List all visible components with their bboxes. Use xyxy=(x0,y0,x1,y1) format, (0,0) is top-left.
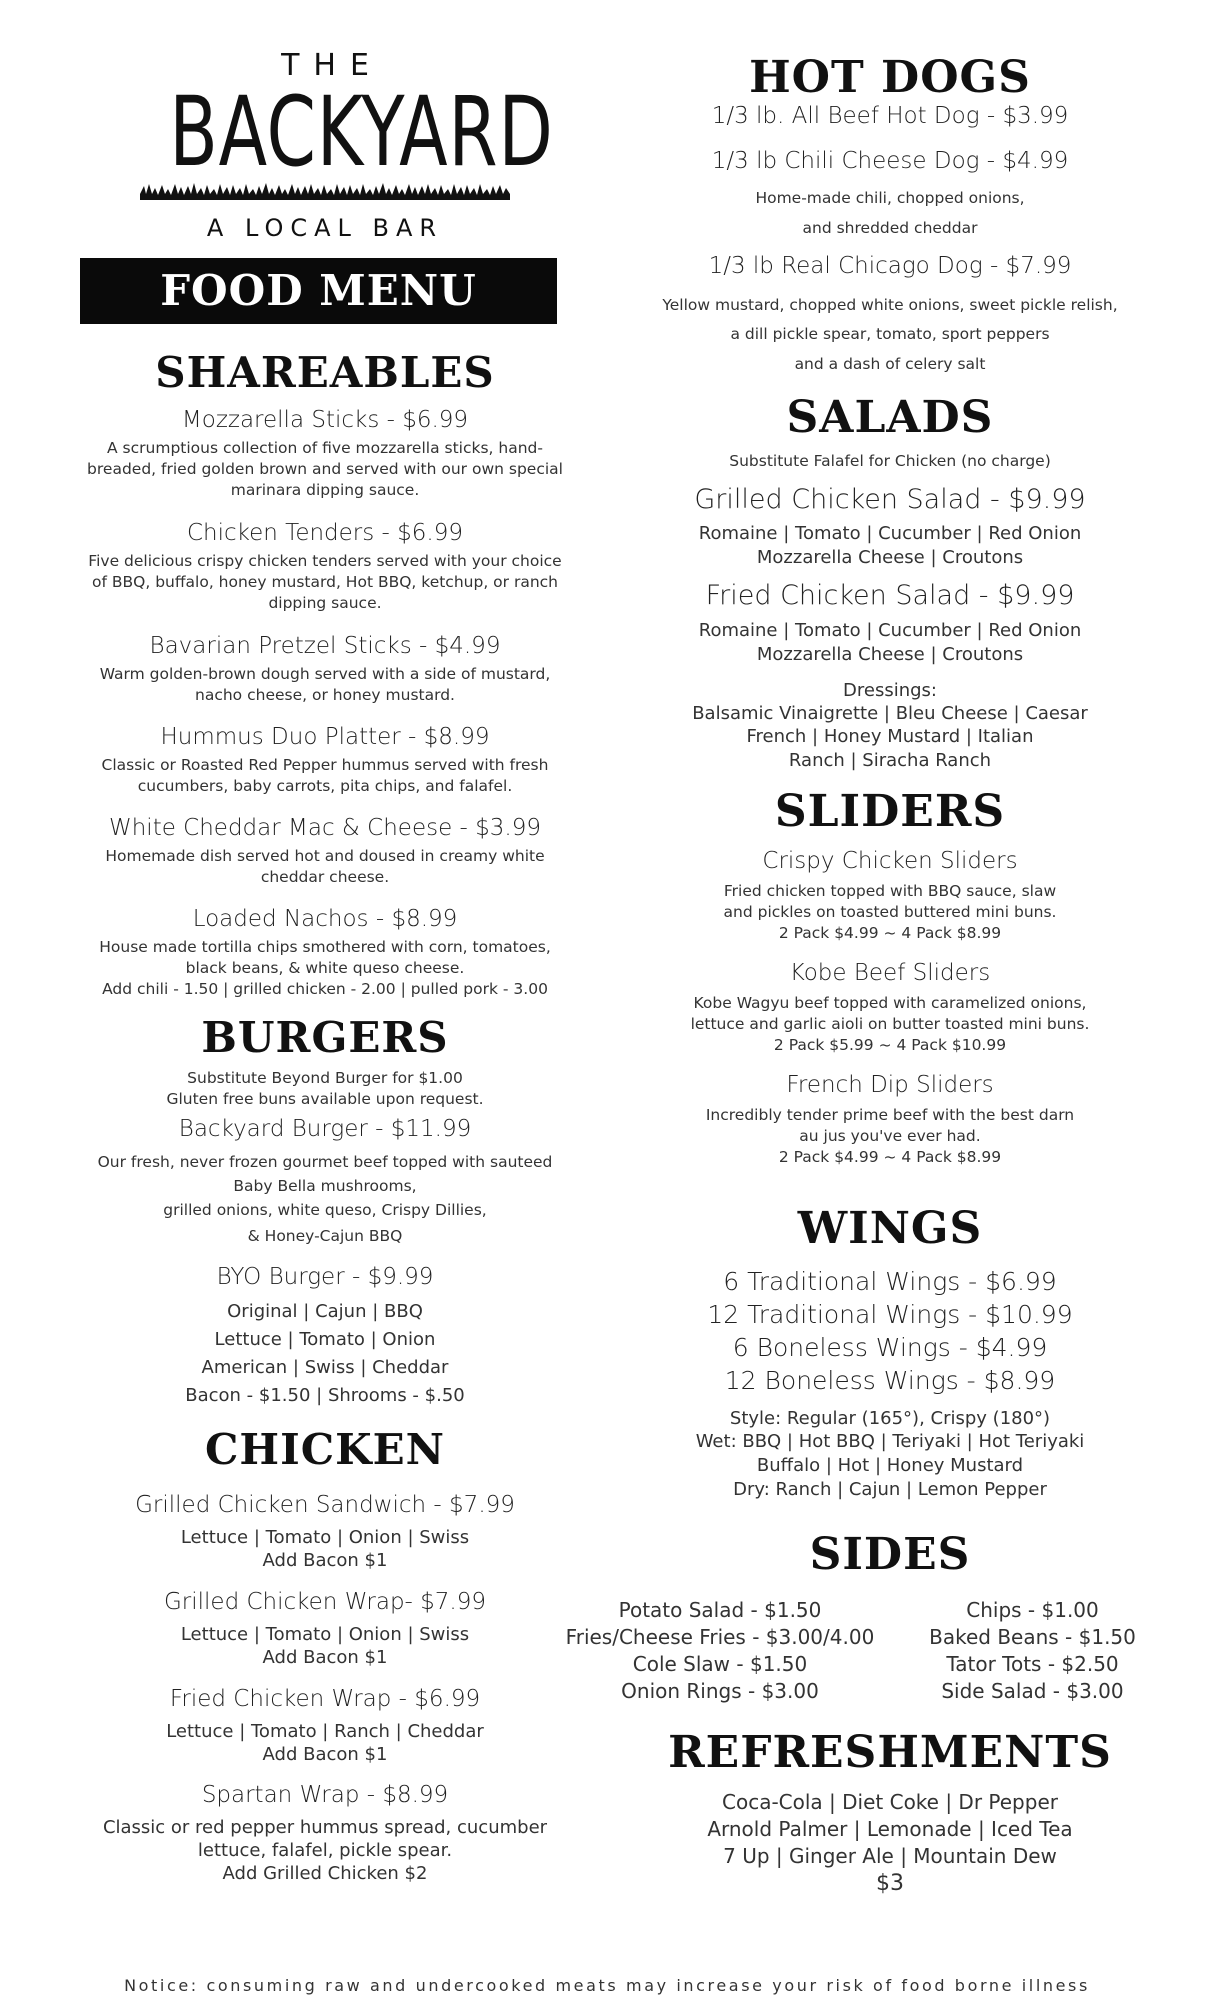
refreshments-price: $3 xyxy=(876,1871,904,1896)
menu-item-desc: 2 Pack $5.99 ~ 4 Pack $10.99 xyxy=(773,1036,1007,1054)
sides-right-column xyxy=(910,1597,1155,1705)
logo-name: BACKYARD xyxy=(169,76,554,188)
menu-item-desc: and a dash of celery salt xyxy=(794,355,986,373)
burgers-note: Gluten free buns available upon request. xyxy=(166,1090,484,1108)
logo-the: THE xyxy=(281,48,383,83)
dressings-label: Dressings: xyxy=(843,680,937,701)
menu-item-desc: Add Bacon $1 xyxy=(262,1744,388,1765)
menu-item-desc: Five delicious crispy chicken tenders served with your choice of BBQ, buffalo, honey mustard, Hot BBQ, ketchup, or ranch dipping sauce. xyxy=(88,552,562,612)
byo-option: Original | Cajun | BBQ xyxy=(227,1301,423,1322)
menu-item-desc: Homemade dish served hot and doused in creamy white cheddar cheese. xyxy=(105,847,545,886)
menu-item-desc: and shredded cheddar xyxy=(802,219,978,237)
menu-item-desc: Mozzarella Cheese | Croutons xyxy=(756,644,1024,665)
menu-item-desc: lettuce, falafel, pickle spear. xyxy=(197,1840,453,1861)
side-item: Fries/Cheese Fries - $3.00/4.00 xyxy=(565,1625,875,1649)
menu-item-addons: Add chili - 1.50 | grilled chicken - 2.00 | pulled pork - 3.00 xyxy=(102,980,548,998)
menu-item-desc: & Honey-Cajun BBQ xyxy=(247,1227,403,1245)
wings-option: Buffalo | Hot | Honey Mustard xyxy=(756,1455,1024,1476)
menu-item-name: Chicken Tenders - $6.99 xyxy=(186,520,464,546)
menu-item-desc: House made tortilla chips smothered with corn, tomatoes, black beans, & white queso cheese. xyxy=(99,938,551,977)
side-item: Onion Rings - $3.00 xyxy=(621,1679,819,1703)
dressings-list: French | Honey Mustard | Italian xyxy=(746,726,1034,747)
menu-item-name: Bavarian Pretzel Sticks - $4.99 xyxy=(149,633,501,659)
menu-item-desc: Lettuce | Tomato | Onion | Swiss xyxy=(180,1527,470,1548)
side-item: Cole Slaw - $1.50 xyxy=(632,1652,808,1676)
menu-item-name: Fried Chicken Salad - $9.99 xyxy=(705,580,1075,611)
menu-item-name: Crispy Chicken Sliders xyxy=(762,848,1018,874)
food-menu-banner: FOOD MENU xyxy=(80,258,557,324)
menu-item-name: 12 Traditional Wings - $10.99 xyxy=(707,1300,1073,1329)
menu-item-name: 1/3 lb Chili Cheese Dog - $4.99 xyxy=(711,148,1069,174)
menu-item-desc: and pickles on toasted buttered mini buns. xyxy=(723,903,1057,921)
menu-item-desc: Kobe Wagyu beef topped with caramelized onions, xyxy=(693,994,1087,1012)
burgers-heading: BURGERS xyxy=(201,1013,449,1062)
byo-option: American | Swiss | Cheddar xyxy=(201,1357,449,1378)
menu-item-name: Spartan Wrap - $8.99 xyxy=(201,1782,449,1808)
wings-option: Dry: Ranch | Cajun | Lemon Pepper xyxy=(733,1479,1047,1500)
salads-heading: SALADS xyxy=(786,392,994,443)
menu-item-desc: Lettuce | Tomato | Onion | Swiss xyxy=(180,1624,470,1645)
menu-item-name: Fried Chicken Wrap - $6.99 xyxy=(169,1686,481,1712)
refreshments-heading: REFRESHMENTS xyxy=(668,1727,1112,1778)
menu-item-desc: 2 Pack $4.99 ~ 4 Pack $8.99 xyxy=(778,1148,1002,1166)
menu-item-name: Hummus Duo Platter - $8.99 xyxy=(160,724,490,750)
menu-item-desc: Add Bacon $1 xyxy=(262,1647,388,1668)
menu-item-desc: au jus you've ever had. xyxy=(799,1127,981,1145)
sides-left-column xyxy=(560,1597,880,1705)
menu-item-desc: Our fresh, never frozen gourmet beef topped with sauteed xyxy=(97,1153,553,1171)
burgers-note: Substitute Beyond Burger for $1.00 xyxy=(187,1069,463,1087)
menu-item-desc: Lettuce | Tomato | Ranch | Cheddar xyxy=(166,1721,484,1742)
menu-item-name: Loaded Nachos - $8.99 xyxy=(192,906,458,932)
hotdogs-heading: HOT DOGS xyxy=(749,52,1031,103)
menu-item-desc: Romaine | Tomato | Cucumber | Red Onion xyxy=(698,620,1082,641)
menu-item-desc: 2 Pack $4.99 ~ 4 Pack $8.99 xyxy=(778,924,1002,942)
side-item: Baked Beans - $1.50 xyxy=(929,1625,1136,1649)
menu-item-desc: Incredibly tender prime beef with the best darn xyxy=(705,1106,1075,1124)
side-item: Tator Tots - $2.50 xyxy=(946,1652,1119,1676)
salads-note: Substitute Falafel for Chicken (no charge) xyxy=(729,452,1051,470)
menu-item-desc: Classic or red pepper hummus spread, cucumber xyxy=(102,1817,548,1838)
menu-item-desc: Baby Bella mushrooms, xyxy=(233,1177,417,1195)
logo xyxy=(135,48,554,242)
refreshments-list: Arnold Palmer | Lemonade | Iced Tea xyxy=(707,1817,1073,1841)
menu-item-name: 1/3 lb Real Chicago Dog - $7.99 xyxy=(708,253,1072,279)
menu-item-name: 1/3 lb. All Beef Hot Dog - $3.99 xyxy=(711,103,1069,129)
sliders-heading: SLIDERS xyxy=(774,786,1006,837)
menu-item-desc: Home-made chili, chopped onions, xyxy=(755,189,1025,207)
menu-item-desc: a dill pickle spear, tomato, sport peppers xyxy=(730,325,1050,343)
refreshments-list: 7 Up | Ginger Ale | Mountain Dew xyxy=(723,1844,1057,1868)
dressings-list: Balsamic Vinaigrette | Bleu Cheese | Caesar xyxy=(692,703,1088,724)
menu-item-name: White Cheddar Mac & Cheese - $3.99 xyxy=(108,815,541,841)
menu-item-desc: Add Bacon $1 xyxy=(262,1550,388,1571)
menu-item-desc: Warm golden-brown dough served with a side of mustard, nacho cheese, or honey mustard. xyxy=(99,665,551,704)
wings-option: Style: Regular (165°), Crispy (180°) xyxy=(729,1408,1051,1429)
menu-item-desc: lettuce and garlic aioli on butter toasted mini buns. xyxy=(690,1015,1090,1033)
menu-item-desc: Yellow mustard, chopped white onions, sweet pickle relish, xyxy=(662,296,1118,314)
refreshments-list: Coca-Cola | Diet Coke | Dr Pepper xyxy=(722,1790,1058,1814)
menu-item-name: Grilled Chicken Salad - $9.99 xyxy=(694,484,1086,515)
byo-option: Bacon - $1.50 | Shrooms - $.50 xyxy=(185,1385,465,1406)
menu-item-desc: grilled onions, white queso, Crispy Dillies, xyxy=(163,1201,487,1219)
side-item: Side Salad - $3.00 xyxy=(941,1679,1124,1703)
wings-option: Wet: BBQ | Hot BBQ | Teriyaki | Hot Teriyaki xyxy=(695,1431,1085,1452)
menu-item-desc: A scrumptious collection of five mozzarella sticks, hand-breaded, fried golden brown and served with our own special marinara dipping sauce. xyxy=(87,439,563,499)
menu-item-desc: Classic or Roasted Red Pepper hummus served with fresh cucumbers, baby carrots, pita chips, and falafel. xyxy=(101,756,549,795)
menu-item-name: BYO Burger - $9.99 xyxy=(216,1264,434,1290)
shareables-heading: SHAREABLES xyxy=(155,348,495,397)
menu-item-name: 6 Traditional Wings - $6.99 xyxy=(723,1267,1057,1296)
side-item: Potato Salad - $1.50 xyxy=(618,1598,822,1622)
menu-item-desc: Romaine | Tomato | Cucumber | Red Onion xyxy=(698,523,1082,544)
menu-item-name: Backyard Burger - $11.99 xyxy=(178,1116,472,1142)
byo-option: Lettuce | Tomato | Onion xyxy=(214,1329,436,1350)
menu-item-name: 6 Boneless Wings - $4.99 xyxy=(732,1333,1048,1362)
menu-item-name: Grilled Chicken Sandwich - $7.99 xyxy=(135,1492,515,1518)
menu-item-name: 12 Boneless Wings - $8.99 xyxy=(724,1366,1056,1395)
sides-heading: SIDES xyxy=(809,1529,971,1580)
menu-item-name: Kobe Beef Sliders xyxy=(789,960,991,986)
side-item: Chips - $1.00 xyxy=(966,1598,1099,1622)
menu-item-desc: Mozzarella Cheese | Croutons xyxy=(756,547,1024,568)
logo-tagline: A LOCAL BAR xyxy=(206,214,444,242)
sides-list xyxy=(560,1597,1160,1707)
menu-item-name: French Dip Sliders xyxy=(786,1072,994,1098)
wings-heading: WINGS xyxy=(797,1203,983,1254)
menu-item-name: Mozzarella Sticks - $6.99 xyxy=(181,407,469,433)
food-safety-notice: Notice: consuming raw and undercooked meats may increase your risk of food borne illness xyxy=(124,1976,1090,1995)
menu-item-desc: Add Grilled Chicken $2 xyxy=(222,1863,428,1884)
menu-item-desc: Fried chicken topped with BBQ sauce, slaw xyxy=(723,882,1057,900)
menu-item-name: Grilled Chicken Wrap- $7.99 xyxy=(163,1589,487,1615)
dressings-list: Ranch | Siracha Ranch xyxy=(788,750,992,771)
chicken-heading: CHICKEN xyxy=(204,1425,446,1474)
